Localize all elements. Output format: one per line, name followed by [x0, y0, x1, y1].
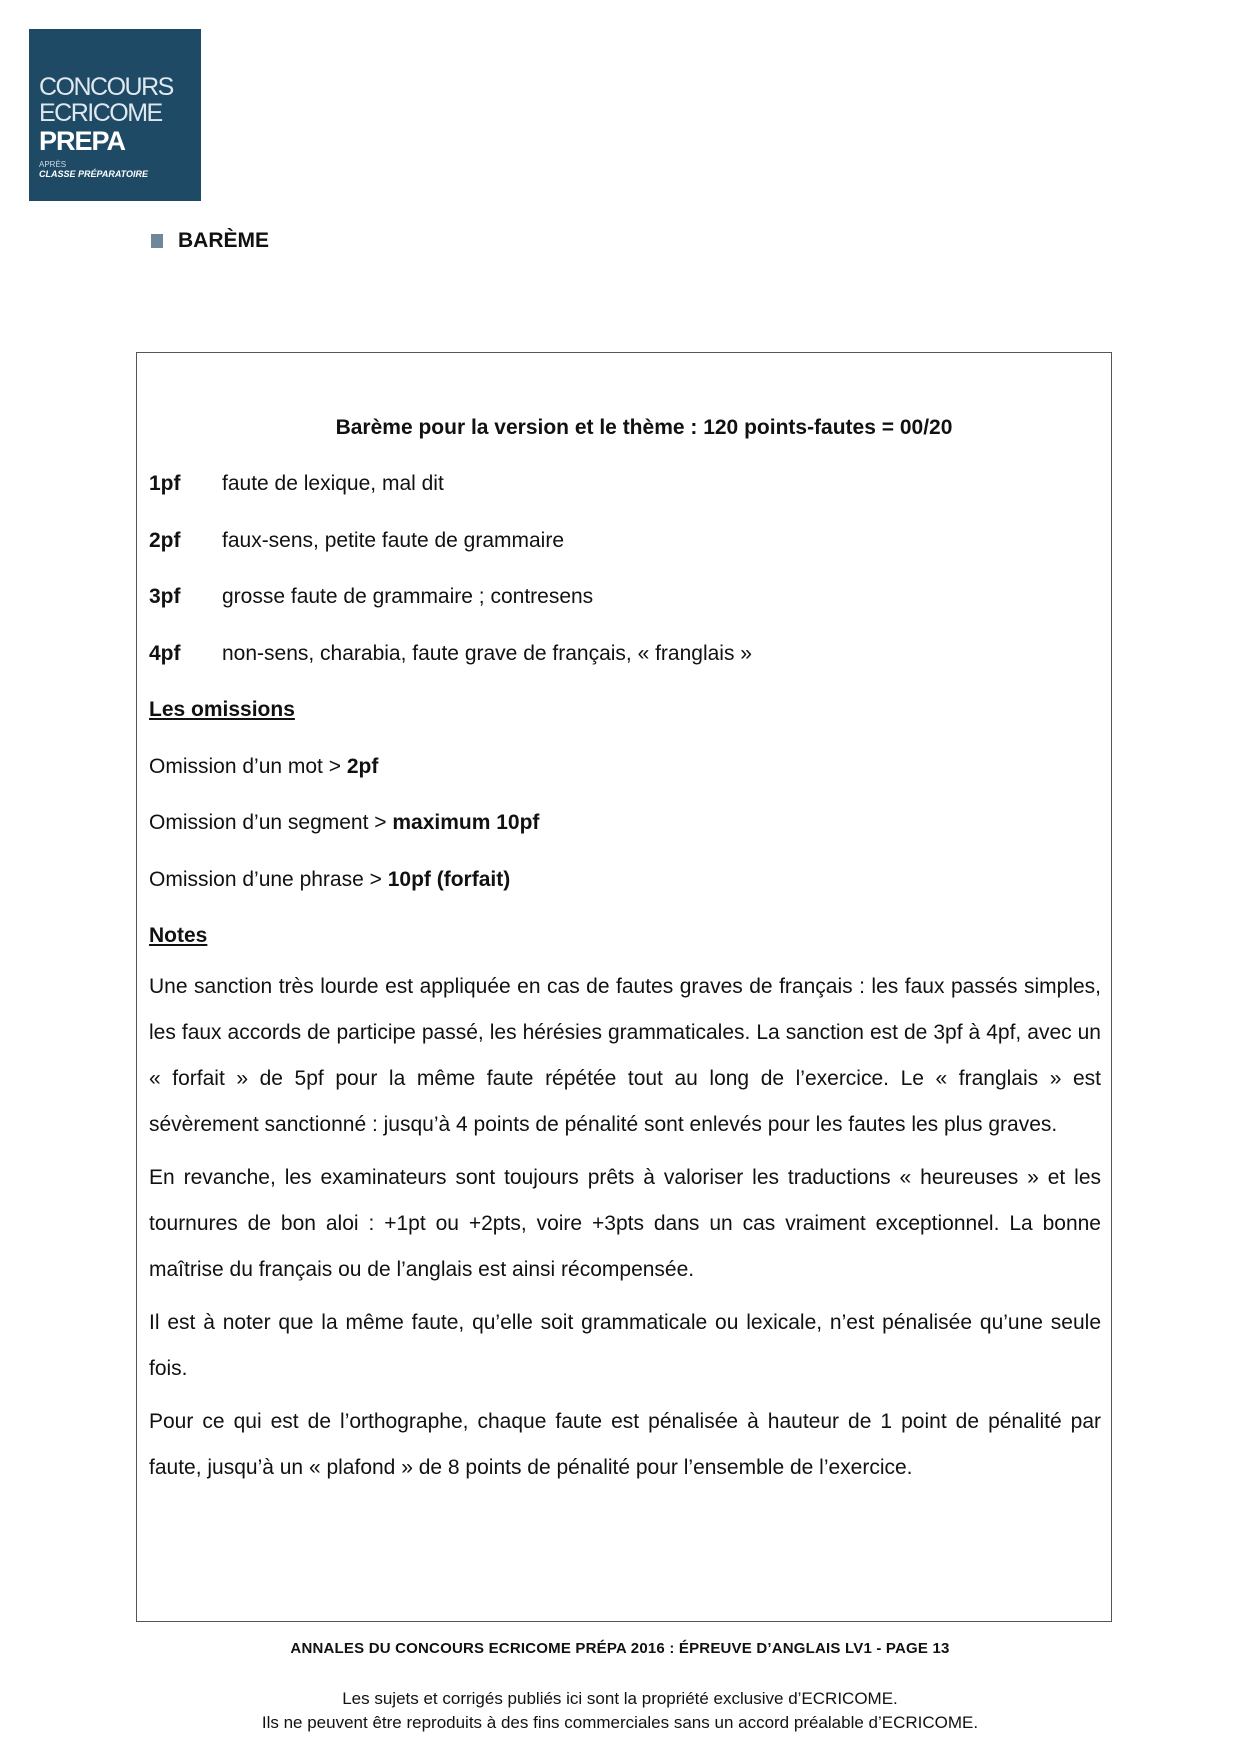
omission-text: Omission d’une phrase > — [149, 867, 388, 891]
logo-line-ecricome: ECRICOME — [39, 99, 162, 127]
scale-description: non-sens, charabia, faute grave de français, « franglais » — [222, 641, 752, 665]
scale-row — [149, 459, 1101, 516]
omission-line — [149, 855, 1101, 912]
omission-value: 10pf (forfait) — [387, 867, 511, 891]
square-bullet-icon — [151, 234, 163, 248]
omission-value: 2pf — [346, 754, 379, 778]
scale-points: 3pf — [149, 585, 181, 608]
footer-title: ANNALES DU CONCOURS ECRICOME PRÉPA 2016 : ÉPREUVE D’ANGLAIS LV1 - PAGE 13 — [290, 1640, 950, 1657]
section-title-text: BARÈME — [178, 229, 270, 252]
omissions-heading: Les omissions — [149, 698, 295, 721]
scale-description: faux-sens, petite faute de grammaire — [222, 528, 565, 552]
notes-paragraph: Pour ce qui est de l’orthographe, chaque faute est pénalisée à hauteur de 1 point de pénalité par faute, jusqu’à un « plafond » de 8 points de pénalité pour l’ensemble de l’exercice. — [149, 1409, 1101, 1479]
logo-line-classe: CLASSE PRÉPARATOIRE — [39, 169, 149, 179]
scale-points: 4pf — [149, 641, 181, 665]
section-title — [151, 229, 269, 253]
scale-points: 2pf — [149, 528, 181, 552]
scale-row — [149, 629, 1101, 686]
scale-description: grosse faute de grammaire ; contresens — [222, 585, 594, 608]
scale-points: 1pf — [149, 472, 181, 495]
omission-text: Omission d’un mot > — [149, 754, 347, 778]
bareme-content — [149, 403, 1101, 1502]
bareme-title: Barème pour la version et le thème : 120 points-fautes = 00/20 — [335, 416, 953, 439]
notes-paragraph: En revanche, les examinateurs sont toujours prêts à valoriser les traductions « heureuses » et les tournures de bon aloi : +1pt ou +2pts, voire +3pts dans un cas vraiment exceptionnel. La bonne maîtrise du français ou de l’anglais est ainsi récompensée. — [149, 1165, 1101, 1281]
footer-copyright-line: Ils ne peuvent être reproduits à des fins commerciales sans un accord préalable d’ECRICOME. — [261, 1713, 979, 1732]
omission-value: maximum 10pf — [392, 811, 540, 834]
ecricome-logo — [29, 29, 201, 201]
logo-line-apres: APRÈS — [39, 160, 67, 169]
omission-line — [149, 798, 1101, 855]
logo-line-concours: CONCOURS — [39, 73, 173, 101]
logo-line-prepa: PREPA — [39, 126, 126, 156]
notes-paragraph: Une sanction très lourde est appliquée en cas de fautes graves de français : les faux passés simples, les faux accords de participe passé, les hérésies grammaticales. La sanction est de 3pf à 4pf, avec un « forfait » de 5pf pour la même faute répétée tout au long de l’exercice. Le « franglais » est sévèrement sanctionné : jusqu’à 4 points de pénalité sont enlevés pour les fautes les plus graves. — [149, 974, 1101, 1136]
scale-description: faute de lexique, mal dit — [222, 472, 444, 495]
footer-copyright — [0, 1687, 1240, 1735]
notes-heading: Notes — [149, 924, 208, 947]
scale-row — [149, 572, 1101, 629]
notes-paragraph: Il est à noter que la même faute, qu’elle soit grammaticale ou lexicale, n’est pénalisée qu’une seule fois. — [149, 1310, 1101, 1380]
omission-text: Omission d’un segment > — [149, 811, 393, 834]
footer-copyright-line: Les sujets et corrigés publiés ici sont la propriété exclusive d’ECRICOME. — [342, 1689, 898, 1708]
omission-line — [149, 742, 1101, 799]
scale-row — [149, 516, 1101, 573]
